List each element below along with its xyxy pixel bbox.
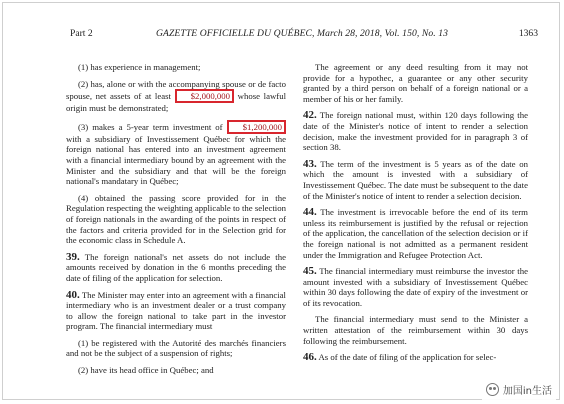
text-segment: with a subsidiary of Investissement Québec for which the foreign national has entered into an investment agreement with a financial intermediary bound by an agreement with the Minister and the subsidiary and that will be the foreign national's mandatary in Québec; [66, 133, 286, 187]
section-43 [303, 159, 528, 201]
section-number: 45. [303, 265, 317, 278]
text-segment: whose lawful origin must be demonstrated; [66, 91, 287, 114]
paragraph-40-1: (1) be registered with the Autorité des marchés financiers and not be the subject of a suspension of rights; [66, 337, 286, 359]
watermark [482, 378, 556, 400]
header-part: Part 2 [70, 28, 93, 39]
section-39 [66, 252, 286, 284]
section-text: The financial intermediary must reimburse the investor the amount invested with a subsidiary of Investissement Québec within 30 days following the date of expiry of the investment or of its revocation. [303, 266, 528, 308]
paragraph-2 [66, 79, 286, 114]
page-header [70, 28, 538, 42]
right-column [303, 62, 528, 369]
text-segment: (2) has, alone or with the accompanying spouse or de facto spouse, net assets of at least [66, 78, 286, 102]
paragraph-3 [66, 120, 286, 187]
section-text: The investment is irrevocable before the end of its term unless its reimbursement is justified by the refusal or rejection of the application, the cancellation of the selection decision or if the foreign national is not admitted as a permanent resident under the Immigration and Refugee Protection Act. [303, 207, 528, 260]
section-number: 44. [303, 206, 317, 219]
section-number: 39. [66, 250, 80, 263]
section-number: 43. [303, 157, 317, 170]
section-42 [303, 110, 528, 152]
paragraph-40-2: (2) have its head office in Québec; and [78, 365, 214, 376]
header-title: GAZETTE OFFICIELLE DU QUÉBEC, March 28, 2018, Vol. 150, No. 13 [156, 28, 449, 39]
paragraph-45-attestation: The financial intermediary must send to the Minister a written attestation of the reimbursement within 30 days following the reimbursement. [303, 314, 528, 346]
highlight-investment: $1,200,000 [227, 120, 286, 134]
text-segment: (3) makes a 5-year term investment of [78, 121, 227, 132]
section-46 [303, 352, 528, 363]
paragraph-agreement: The agreement or any deed resulting from it may not provide for a hypothec, a guarantee or any other security granted by a third person on behalf of a foreign national or a member of his or her family. [303, 62, 528, 104]
section-text: The term of the investment is 5 years as of the date on which the amount is invested with a subsidiary of Investissement Québec. The date must be subsequent to the date of the Minister's notice of intent to render a selection decision. [303, 158, 528, 201]
watermark-text: 加国in生活 [502, 385, 552, 397]
section-text: The foreign national must, within 120 days following the date of the Minister's notice of intent to render a selection decision, make the investment provided for in paragraph 3 of section 38. [303, 110, 528, 153]
left-column [66, 62, 286, 382]
section-text: The foreign national's net assets do not include the amounts received by donation in the 6 months preceding the date of filing of the application for selection. [66, 251, 286, 283]
section-44 [303, 207, 528, 260]
section-number: 42. [303, 109, 317, 122]
section-text: The Minister may enter into an agreement with a financial intermediary who is an investment dealer or a trust company to allow the foreign national to take part in the investor program. The financial intermediary must [66, 289, 286, 332]
highlight-net-assets: $2,000,000 [175, 89, 234, 103]
header-page-number: 1363 [518, 28, 538, 39]
section-text: As of the date of filing of the application for selec- [316, 352, 497, 363]
wechat-icon [486, 383, 499, 396]
paragraph-4: (4) obtained the passing score provided for in the Regulation respecting the weighting applicable to the selection of foreign nationals in the awarding of the points in respect of the factors and criteria provided for in the Selection grid for the economic class in Schedule A. [66, 192, 286, 246]
section-40 [66, 290, 286, 332]
paragraph-1: (1) has experience in management; [78, 62, 201, 72]
section-45 [303, 266, 528, 308]
section-number: 46. [303, 351, 317, 364]
section-number: 40. [66, 288, 80, 301]
